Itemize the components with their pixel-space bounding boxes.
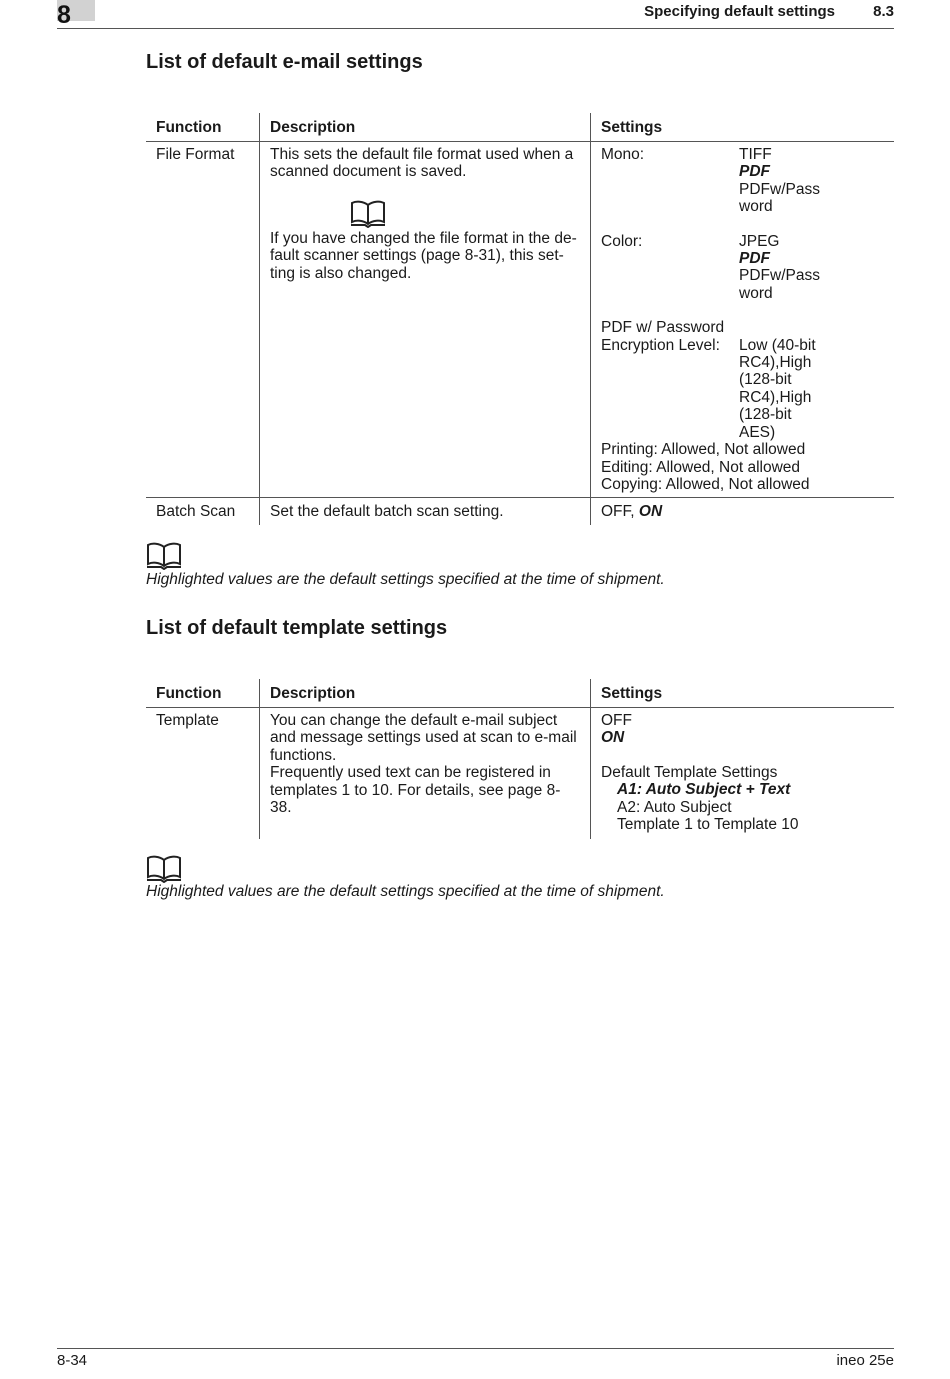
column-header-settings: Settings (591, 113, 895, 142)
encryption-label: Encryption Level: (601, 336, 720, 354)
template-on-default: ON (601, 729, 625, 747)
mono-value-pdf-default: PDF (739, 163, 770, 181)
description-cell (260, 708, 591, 840)
chapter-number: 8 (57, 1, 71, 29)
default-values-note: Highlighted values are the default settings specified at the time of shipment. (146, 571, 665, 588)
settings-cell (591, 708, 895, 840)
description-text: Frequently used text can be registered in templates 1 to 10. For details, see page 8-38. (270, 764, 561, 817)
table-header-row (146, 679, 894, 708)
mono-value-tiff: TIFF (739, 146, 772, 163)
description-cell (260, 142, 591, 498)
footer-rule (57, 1348, 894, 1349)
function-cell: Template (156, 712, 219, 729)
color-value-jpeg: JPEG (739, 232, 780, 250)
column-header-settings: Settings (591, 679, 895, 708)
copying-setting: Copying: Allowed, Not allowed (601, 475, 810, 493)
editing-setting: Editing: Allowed, Not allowed (601, 458, 801, 476)
default-values-note: Highlighted values are the default settings specified at the time of shipment. (146, 883, 665, 900)
product-name: ineo 25e (836, 1352, 894, 1369)
template-off-value: OFF (601, 712, 632, 729)
function-cell: Batch Scan (156, 503, 236, 521)
book-note-icon (350, 200, 580, 228)
column-header-description: Description (260, 679, 591, 708)
table-header-row (146, 113, 894, 142)
function-cell: File Format (146, 142, 260, 498)
template-a1-default: A1: Auto Subject + Text (617, 781, 791, 799)
encryption-value: Low (40-bit RC4),High (128-bit RC4),High (128-bit AES) (739, 336, 816, 441)
mono-setting (601, 146, 884, 216)
color-label: Color: (601, 232, 643, 250)
batch-off-value: OFF, (601, 503, 635, 521)
color-value-pdf-password: PDFw/Pass word (739, 267, 820, 302)
batch-on-default: ON (638, 503, 663, 521)
table-row-file-format (146, 142, 894, 498)
encryption-setting (601, 337, 884, 441)
header-rule (57, 28, 894, 29)
pdf-password-label: PDF w/ Password (601, 319, 725, 337)
running-header-title: Specifying default settings (644, 3, 835, 20)
table-row-batch-scan (146, 498, 894, 526)
mono-value-pdf-password: PDFw/Pass word (739, 180, 820, 216)
template-settings-table (146, 679, 894, 839)
column-header-function: Function (146, 679, 260, 708)
description-cell: Set the default batch scan setting. (260, 498, 591, 526)
template-a2: A2: Auto Subject (617, 798, 732, 816)
template-1-to-10: Template 1 to Template 10 (617, 816, 799, 834)
description-text: This sets the default file format used when a scanned document is saved. (270, 146, 574, 181)
email-settings-heading: List of default e-mail settings (146, 51, 423, 73)
page-number: 8-34 (57, 1352, 88, 1369)
settings-cell (591, 498, 895, 526)
column-header-function: Function (146, 113, 260, 142)
template-settings-heading: List of default template settings (146, 617, 448, 639)
email-settings-table (146, 113, 894, 525)
mono-label: Mono: (601, 146, 645, 163)
column-header-description: Description (260, 113, 591, 142)
printing-setting: Printing: Allowed, Not allowed (601, 441, 806, 459)
note-text: If you have changed the file format in the de-fault scanner settings (page 8-31), this set-ting is also changed. (270, 229, 577, 282)
default-template-label: Default Template Settings (601, 763, 778, 781)
running-header-section: 8.3 (873, 3, 894, 20)
color-setting (601, 233, 884, 303)
description-text: You can change the default e-mail subject and message settings used at scan to e-mail functions. (270, 712, 577, 764)
color-value-pdf-default: PDF (739, 250, 770, 268)
table-row-template (146, 708, 894, 840)
settings-cell (591, 142, 895, 498)
